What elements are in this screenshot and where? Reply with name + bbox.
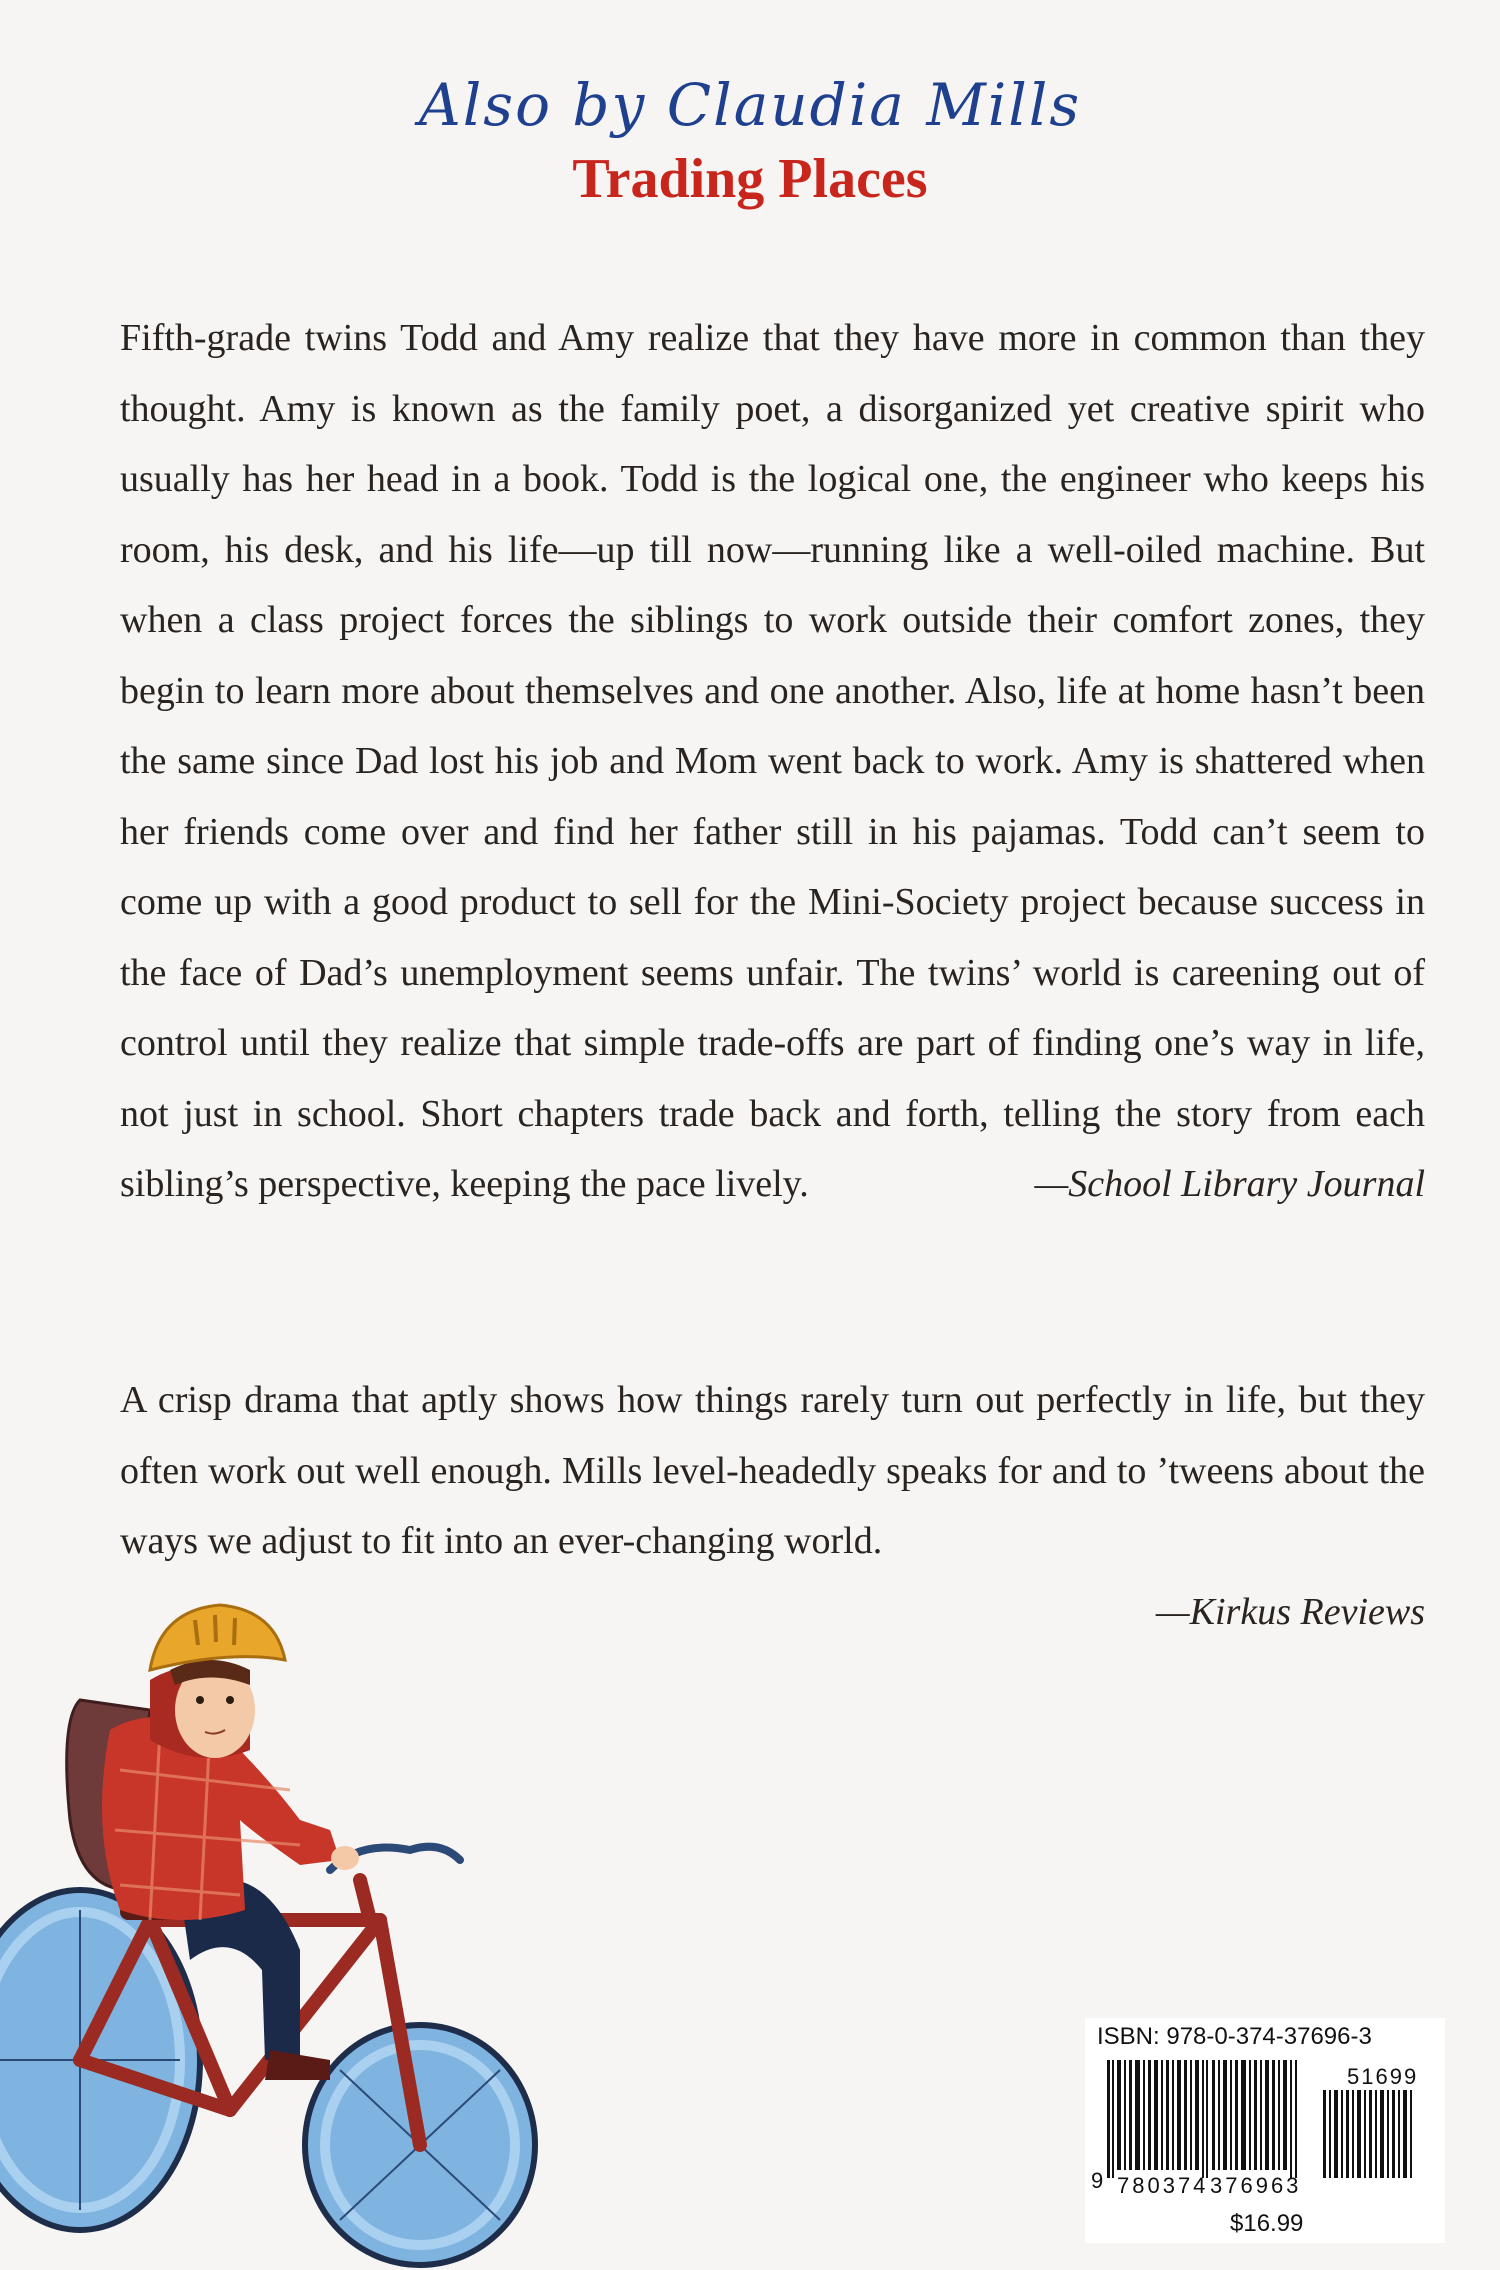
- price-label: $16.99: [1230, 2210, 1304, 2237]
- header: [0, 70, 1500, 214]
- ean-right-digits: 376963: [1210, 2173, 1302, 2198]
- hand: [331, 1846, 359, 1870]
- review-source: —School Library Journal: [1034, 1163, 1425, 1205]
- child-on-bicycle-illustration: [0, 1590, 640, 2270]
- isbn-label: ISBN: 978-0-374-37696-3: [1097, 2023, 1372, 2050]
- also-by-line: Also by Claudia Mills: [418, 71, 1082, 139]
- review-school-library-journal: [120, 303, 1425, 1220]
- ean-left-digits: 780374: [1117, 2173, 1209, 2198]
- barcode-addon: 51699: [1347, 2064, 1419, 2089]
- review-source: —Kirkus Reviews: [1155, 1590, 1425, 1633]
- review-text: A crisp drama that aptly shows how things rarely turn out perfectly in life, but they often work out well enough. Mills level-headedly speaks for and to ’tweens about the ways we adjust to fit into an ever-changing world.: [120, 1379, 1425, 1562]
- barcode-panel: [1085, 2018, 1445, 2243]
- ean-first-digit: 9: [1091, 2168, 1104, 2193]
- review-text: Fifth-grade twins Todd and Amy realize that they have more in common than they thought. Amy is known as the family poet, a disorganized yet creative spirit who usually has her head in a book. Todd is the logical one, the engineer who keeps his room, his desk, and his life—up till now—running like a well-oiled machine. But when a class project forces the siblings to work outside their comfort zones, they begin to learn more about themselves and one another. Also, life at home hasn’t been the same since Dad lost his job and Mom went back to work. Amy is shattered when her friends come over and find her father still in his pajamas. Todd can’t seem to come up with a good product to sell for the Mini-Society project because success in the face of Dad’s unemployment seems unfair. The twins’ world is careening out of control until they realize that simple trade-offs are part of finding one’s way in life, not just in school. Short chapters trade back and forth, telling the story from each sibling’s perspective, keeping the pace lively.: [120, 317, 1425, 1205]
- book-title: Trading Places: [572, 148, 928, 210]
